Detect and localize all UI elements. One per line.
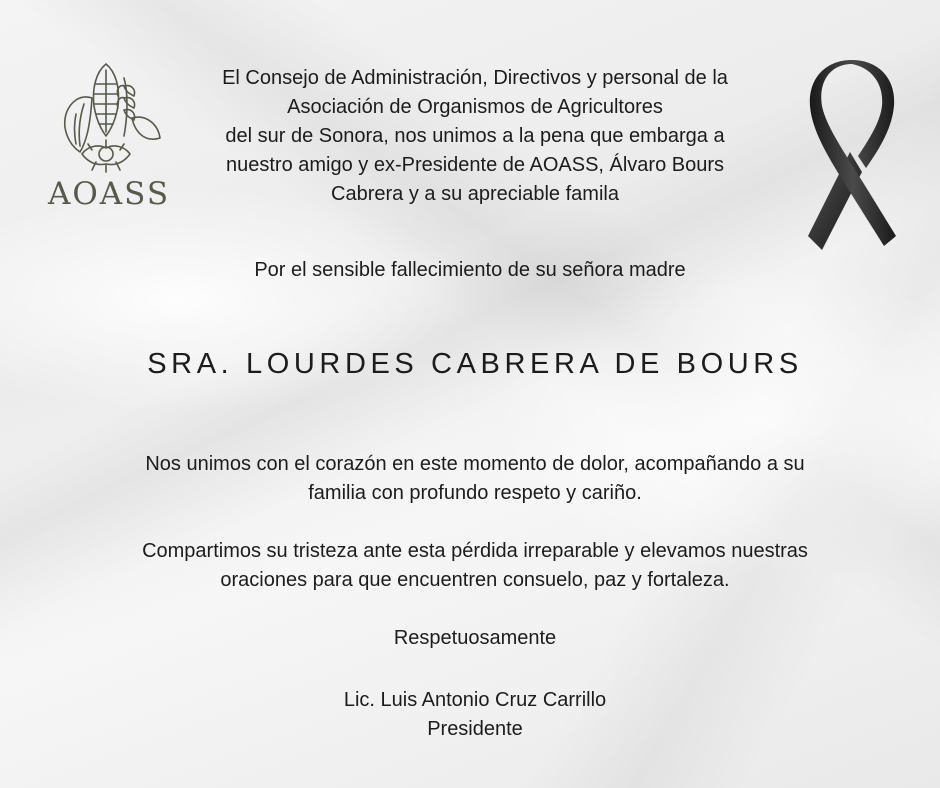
signer-title: Presidente <box>427 718 523 740</box>
intro-line: del sur de Sonora, nos unimos a la pena que embarga a <box>225 125 725 147</box>
condolence-paragraph-2 <box>60 537 890 595</box>
intro-line: Asociación de Organismos de Agricultores <box>287 96 663 118</box>
mourning-ribbon-icon <box>800 60 904 252</box>
logo-text: AOASS <box>47 176 171 212</box>
deceased-name: SRA. LOURDES CABRERA DE BOURS <box>147 348 803 380</box>
intro-line: nuestro amigo y ex-Presidente de AOASS, Álvaro Bours <box>225 154 725 176</box>
intro-line: Cabrera y a su apreciable famila <box>331 183 619 205</box>
paragraph-line: Nos unimos con el corazón en este momento de dolor, acompañando a su <box>145 453 805 475</box>
paragraph-line: familia con profundo respeto y cariño. <box>308 482 642 504</box>
cause-text: Por el sensible fallecimiento de su señora madre <box>254 259 686 281</box>
intro-paragraph <box>150 64 800 209</box>
paragraph-line: Compartimos su tristeza ante esta pérdida irreparable y elevamos nuestras <box>142 540 808 562</box>
intro-line: El Consejo de Administración, Directivos y personal de la <box>222 67 728 89</box>
signer-name: Lic. Luis Antonio Cruz Carrillo <box>343 689 607 711</box>
paragraph-line: oraciones para que encuentren consuelo, paz y fortaleza. <box>220 569 730 591</box>
closing-text: Respetuosamente <box>393 627 557 649</box>
mourning-ribbon <box>800 60 904 252</box>
condolence-paragraph-1 <box>60 450 890 508</box>
signature-block <box>60 686 890 744</box>
